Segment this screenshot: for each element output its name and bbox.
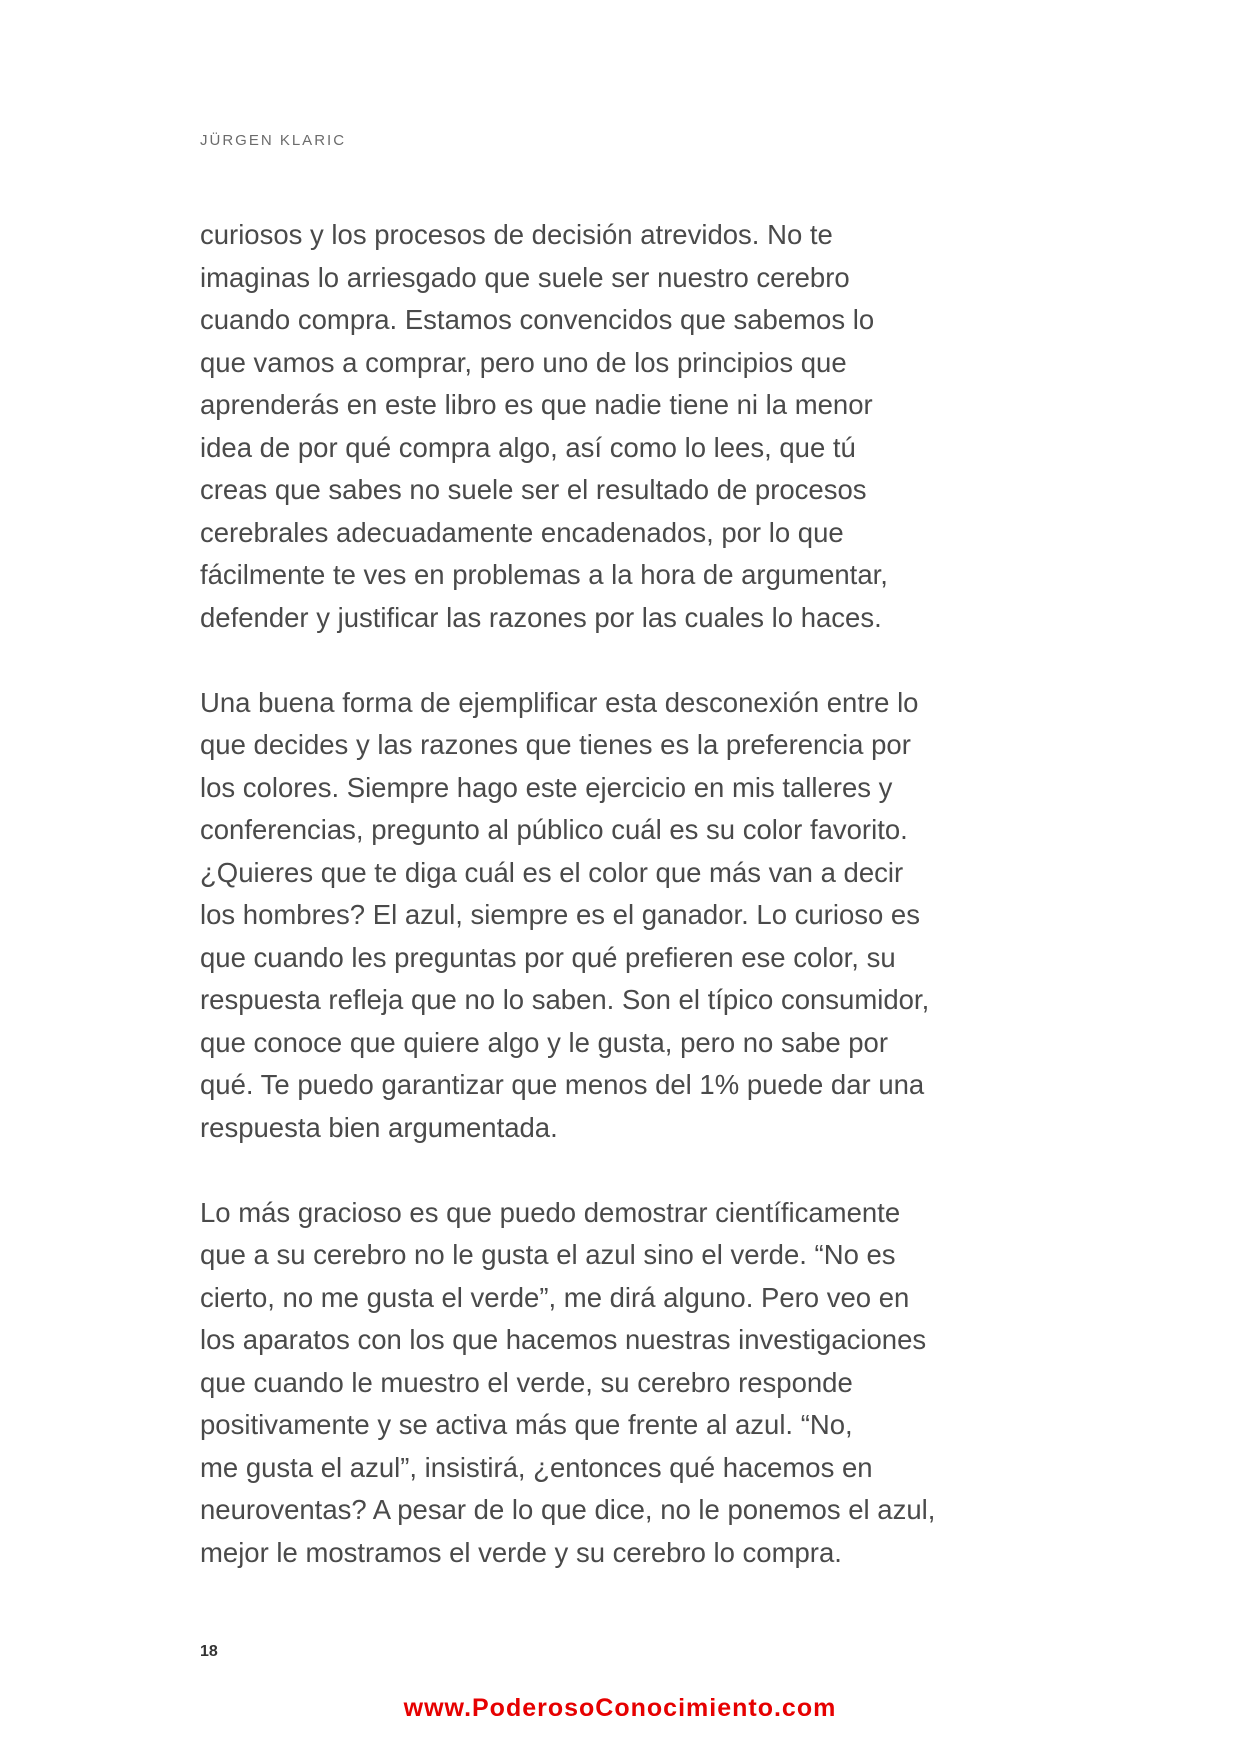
text-line: cuando compra. Estamos convencidos que sabemos lo — [200, 304, 875, 335]
text-line: que a su cerebro no le gusta el azul sino el verde. “No es — [200, 1239, 896, 1270]
paragraph-2 — [200, 682, 1040, 1150]
paragraph-gap — [200, 1149, 1040, 1192]
text-line: aprenderás en este libro es que nadie tiene ni la menor — [200, 389, 873, 420]
text-line: me gusta el azul”, insistirá, ¿entonces qué hacemos en — [200, 1451, 873, 1483]
text-line: que cuando le muestro el verde, su cerebro responde — [200, 1366, 853, 1398]
text-line: que decides y las razones que tienes es la preferencia por — [200, 729, 911, 760]
page-number: 18 — [200, 1643, 218, 1660]
text-line: mejor le mostramos el verde y su cerebro lo compra. — [200, 1536, 842, 1568]
text-line: Una buena forma de ejemplificar esta desconexión entre lo — [200, 686, 919, 718]
text-line: qué. Te puedo garantizar que menos del 1% puede dar una — [200, 1069, 925, 1100]
paragraph-gap — [200, 639, 1040, 682]
text-line: defender y justificar las razones por las cuales lo haces. — [200, 601, 882, 633]
text-line: que vamos a comprar, pero uno de los principios que — [200, 346, 847, 378]
text-line: los aparatos con los que hacemos nuestras investigaciones — [200, 1324, 927, 1355]
text-line: cierto, no me gusta el verde”, me dirá alguno. Pero veo en — [200, 1281, 910, 1313]
text-line: respuesta bien argumentada. — [200, 1111, 558, 1143]
text-line: ¿Quieres que te diga cuál es el color que más van a decir — [200, 856, 904, 888]
text-line: idea de por qué compra algo, así como lo lees, que tú — [200, 431, 856, 463]
paragraph-1 — [200, 214, 1040, 639]
text-line: Lo más gracioso es que puedo demostrar científicamente — [200, 1196, 901, 1228]
text-line: neuroventas? A pesar de lo que dice, no le ponemos el azul, — [200, 1494, 936, 1525]
text-line: creas que sabes no suele ser el resultado de procesos — [200, 474, 867, 505]
text-line: los colores. Siempre hago este ejercicio en mis talleres y — [200, 771, 893, 803]
running-header-author: JÜRGEN KLARIC — [200, 132, 347, 149]
text-line: imaginas lo arriesgado que suele ser nuestro cerebro — [200, 261, 850, 293]
body-text — [200, 214, 1040, 1574]
text-line: positivamente y se activa más que frente al azul. “No, — [200, 1409, 853, 1440]
text-line: los hombres? El azul, siempre es el ganador. Lo curioso es — [200, 899, 920, 930]
text-line: que cuando les preguntas por qué prefieren ese color, su — [200, 941, 896, 973]
text-line: respuesta refleja que no lo saben. Son el típico consumidor, — [200, 984, 930, 1015]
paragraph-3 — [200, 1192, 1040, 1575]
text-line: conferencias, pregunto al público cuál es su color favorito. — [200, 814, 908, 845]
text-line: cerebrales adecuadamente encadenados, por lo que — [200, 516, 844, 548]
text-line: fácilmente te ves en problemas a la hora de argumentar, — [200, 559, 888, 590]
watermark-link[interactable]: www.PoderosoConocimiento.com — [403, 1694, 837, 1722]
text-line: que conoce que quiere algo y le gusta, pero no sabe por — [200, 1026, 888, 1058]
text-line: curiosos y los procesos de decisión atrevidos. No te — [200, 219, 833, 250]
